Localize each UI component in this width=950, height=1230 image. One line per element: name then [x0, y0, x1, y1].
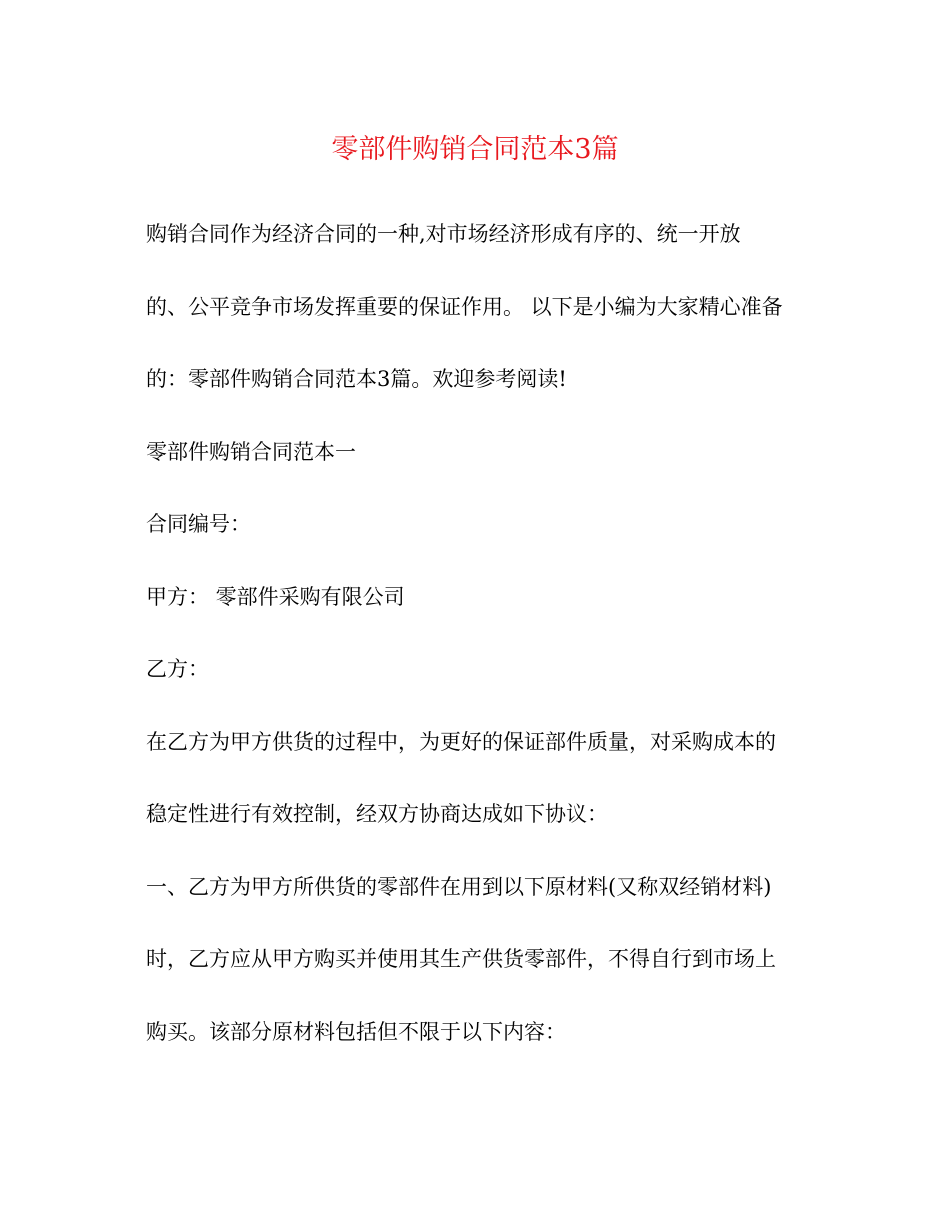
paragraph-line: 在乙方为甲方供货的过程中，为更好的保证部件质量，对采购成本的: [146, 730, 776, 754]
clause-line: 一、乙方为甲方所供货的零部件在用到以下原材料(又称双经销材料): [146, 875, 772, 899]
party-a-line: 甲方： 零部件采购有限公司: [146, 585, 405, 609]
clause-line: 购买。该部分原材料包括但不限于以下内容：: [146, 1020, 566, 1044]
paragraph-line: 购销合同作为经济合同的一种,对市场经济形成有序的、统一开放: [146, 222, 741, 246]
party-b-line: 乙方：: [146, 657, 209, 681]
paragraph-line: 稳定性进行有效控制，经双方协商达成如下协议：: [146, 802, 608, 826]
contract-number-label: 合同编号：: [146, 512, 251, 536]
paragraph-line: 的、公平竞争市场发挥重要的保证作用。 以下是小编为大家精心准备: [146, 295, 783, 319]
paragraph-line: 的：零部件购销合同范本3篇。欢迎参考阅读!: [146, 367, 567, 391]
document-title: 零部件购销合同范本3篇: [331, 134, 619, 165]
clause-line: 时，乙方应从甲方购买并使用其生产供货零部件，不得自行到市场上: [146, 947, 776, 971]
section-heading: 零部件购销合同范本一: [146, 440, 356, 464]
